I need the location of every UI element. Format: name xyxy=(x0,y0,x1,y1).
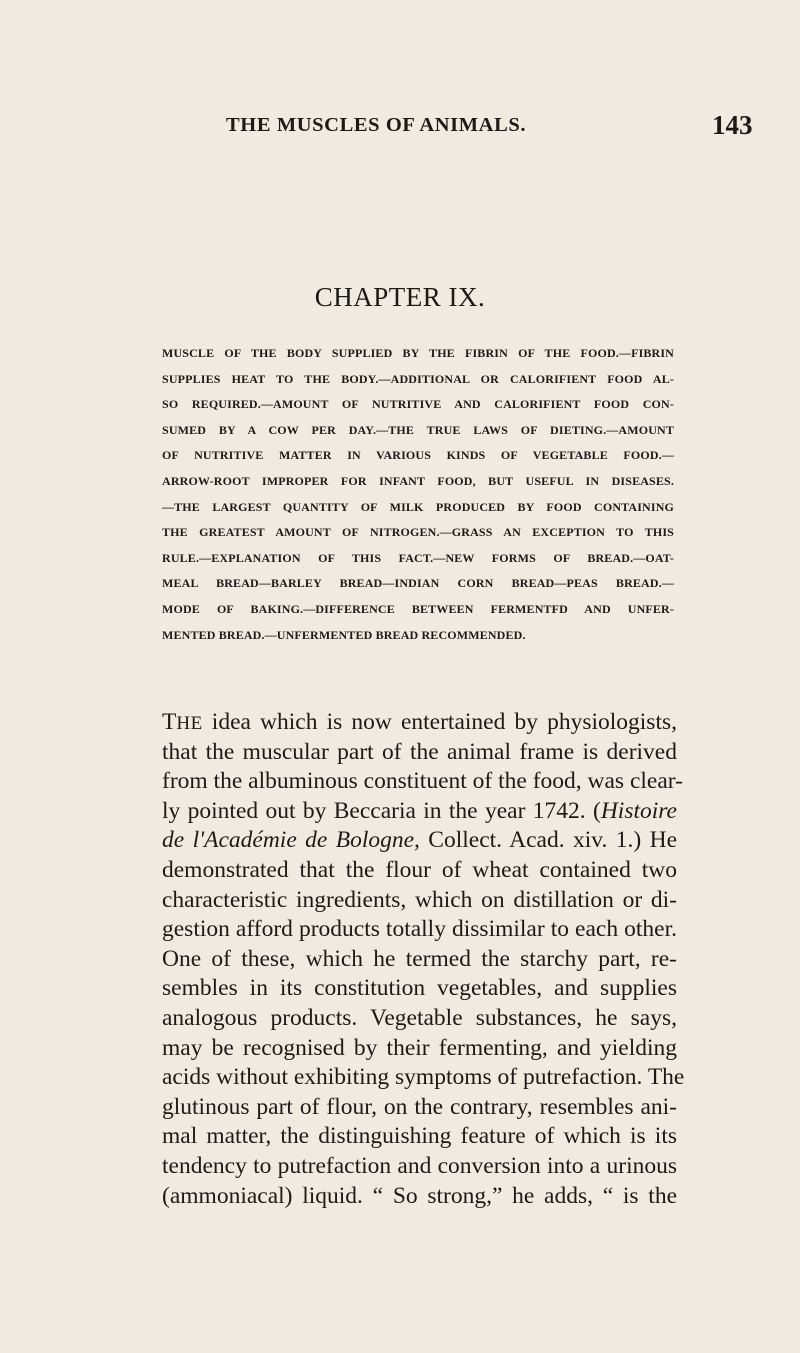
synopsis-line: —THE LARGEST QUANTITY OF MILK PRODUCED BY FOOD CONTAINING xyxy=(162,499,674,514)
running-head: THE MUSCLES OF ANIMALS. xyxy=(226,114,527,136)
body-line: One of these, which he termed the starchy part, re- xyxy=(162,945,677,972)
drop-word-initial: T xyxy=(162,709,177,735)
drop-word-small-caps: HE xyxy=(176,713,203,734)
body-line: analogous products. Vegetable substances, he says, xyxy=(162,1004,677,1031)
body-line-text: idea which is now entertained by physiologists, xyxy=(202,709,677,735)
body-line: from the albuminous constituent of the food, was clear- xyxy=(162,768,683,795)
chapter-synopsis xyxy=(162,341,674,648)
body-line xyxy=(162,826,677,856)
body-line: glutinous part of flour, on the contrary, resembles ani- xyxy=(162,1093,677,1120)
body-line: that the muscular part of the animal frame is derived xyxy=(162,738,677,765)
synopsis-line: THE GREATEST AMOUNT OF NITROGEN.—GRASS AN EXCEPTION TO THIS xyxy=(162,525,674,540)
citation-italic: de l'Académie de Bologne, xyxy=(162,827,420,854)
body-line xyxy=(162,797,677,827)
body-line: gestion afford products totally dissimilar to each other. xyxy=(162,916,677,943)
synopsis-line: OF NUTRITIVE MATTER IN VARIOUS KINDS OF VEGETABLE FOOD.— xyxy=(162,448,674,463)
body-line xyxy=(162,708,677,738)
synopsis-line: ARROW-ROOT IMPROPER FOR INFANT FOOD, BUT USEFUL IN DISEASES. xyxy=(162,473,674,488)
synopsis-line: MEAL BREAD—BARLEY BREAD—INDIAN CORN BREAD—PEAS BREAD.— xyxy=(162,576,674,591)
body-line-text: Collect. Acad. xiv. 1.) He xyxy=(419,827,677,854)
body-line: tendency to putrefaction and conversion into a urinous xyxy=(162,1152,677,1179)
body-paragraph xyxy=(162,708,685,1211)
synopsis-line: SUPPLIES HEAT TO THE BODY.—ADDITIONAL OR CALORIFIENT FOOD AL- xyxy=(162,371,674,386)
chapter-title: CHAPTER IX. xyxy=(314,282,486,312)
body-line: may be recognised by their fermenting, and yielding xyxy=(162,1034,677,1061)
synopsis-line: MENTED BREAD.—UNFERMENTED BREAD RECOMMENDED. xyxy=(162,627,526,642)
body-line: mal matter, the distinguishing feature of which is its xyxy=(162,1123,677,1150)
synopsis-line: SO REQUIRED.—AMOUNT OF NUTRITIVE AND CALORIFIENT FOOD CON- xyxy=(162,397,674,412)
page-number: 143 xyxy=(712,110,753,140)
synopsis-line: RULE.—EXPLANATION OF THIS FACT.—NEW FORMS OF BREAD.—OAT- xyxy=(162,550,674,565)
body-line: demonstrated that the flour of wheat contained two xyxy=(162,856,677,883)
body-line-text: ly pointed out by Beccaria in the year 1742. ( xyxy=(162,797,601,824)
body-line: (ammoniacal) liquid. “ So strong,” he adds, “ is the xyxy=(162,1182,677,1209)
synopsis-line: MODE OF BAKING.—DIFFERENCE BETWEEN FERMENTFD AND UNFER- xyxy=(162,601,674,616)
synopsis-line: SUMED BY A COW PER DAY.—THE TRUE LAWS OF DIETING.—AMOUNT xyxy=(162,422,674,437)
body-line: sembles in its constitution vegetables, and supplies xyxy=(162,975,677,1002)
body-line: characteristic ingredients, which on distillation or di- xyxy=(162,886,677,913)
synopsis-line: MUSCLE OF THE BODY SUPPLIED BY THE FIBRIN OF THE FOOD.—FIBRIN xyxy=(162,346,674,360)
citation-italic: Histoire xyxy=(600,797,677,824)
body-line: acids without exhibiting symptoms of putrefaction. The xyxy=(162,1064,685,1091)
